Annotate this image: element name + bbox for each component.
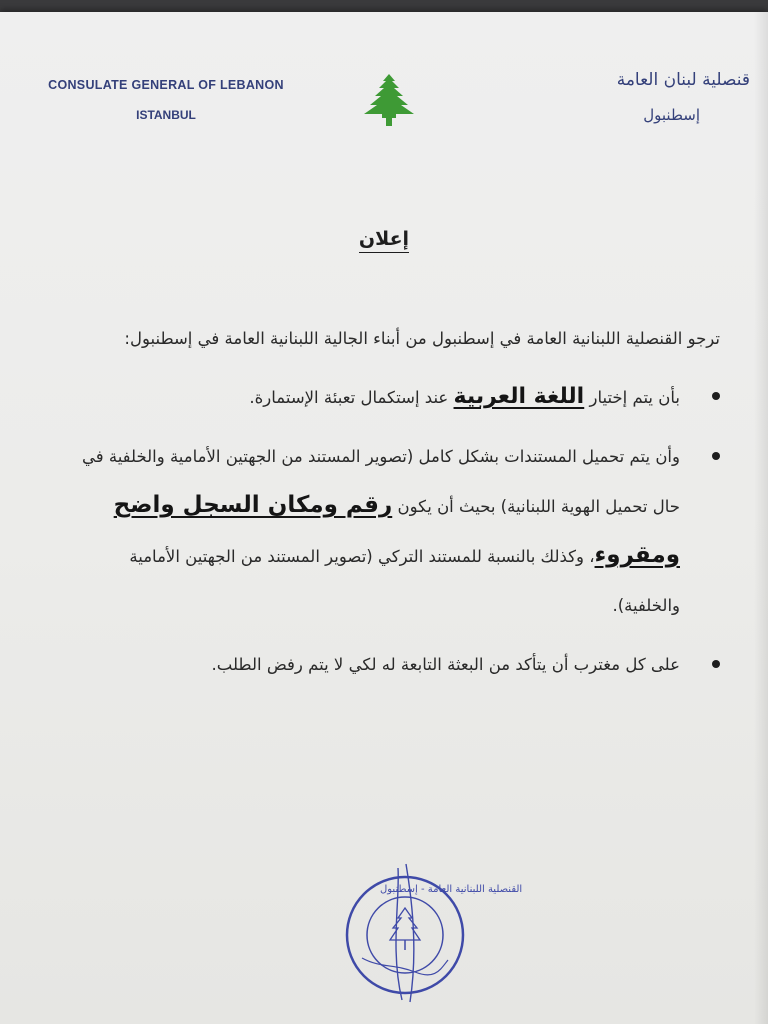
list-item	[64, 372, 720, 422]
list-item	[64, 432, 720, 630]
page-shadow-edge	[754, 12, 768, 1024]
requirements-list	[64, 372, 720, 689]
consulate-stamp-icon	[340, 860, 523, 1010]
announcement-body	[64, 318, 720, 689]
bullet-icon	[712, 452, 720, 460]
bullet-text-after: عند إستكمال تعبئة الإستمارة.	[249, 388, 454, 407]
bullet-icon	[712, 660, 720, 668]
intro-paragraph: ترجو القنصلية اللبنانية العامة في إسطنبول من أبناء الجالية اللبنانية العامة في إسطنبول:	[124, 329, 720, 348]
city-name-ar: إسطنبول	[643, 106, 700, 124]
document-page	[0, 12, 768, 1024]
bullet-text: على كل مغترب أن يتأكد من البعثة التابعة له لكي لا يتم رفض الطلب.	[211, 655, 680, 674]
bullet-emphasis: رقم ومكان السجل واضح ومقروء	[113, 492, 680, 568]
announcement-title	[0, 228, 768, 250]
bullet-text-after: ، وكذلك بالنسبة للمستند التركي (تصوير المستند من الجهتين الأمامية والخلفية).	[129, 547, 680, 615]
bullet-text-before: وأن يتم تحميل المستندات بشكل كامل (تصوير المستند من الجهتين الأمامية والخلفية في حال تحميل الهوية اللبنانية) بحيث أن يكون	[81, 447, 680, 516]
bullet-emphasis: اللغة العربية	[453, 384, 585, 409]
consulate-name-ar: قنصلية لبنان العامة	[616, 70, 750, 90]
consulate-name-en: CONSULATE GENERAL OF LEBANON	[48, 78, 284, 92]
letterhead-english	[30, 78, 302, 122]
cedar-icon	[356, 72, 422, 130]
bullet-icon	[712, 392, 720, 400]
stamp-text: القنصلية اللبنانية العامة - إسطنبول	[380, 884, 523, 895]
list-item	[64, 640, 720, 689]
letterhead-arabic	[510, 70, 750, 124]
announcement-title-text: إعلان	[359, 228, 409, 253]
bullet-text-before: بأن يتم إختيار	[584, 388, 680, 407]
city-name-en: ISTANBUL	[136, 108, 196, 122]
